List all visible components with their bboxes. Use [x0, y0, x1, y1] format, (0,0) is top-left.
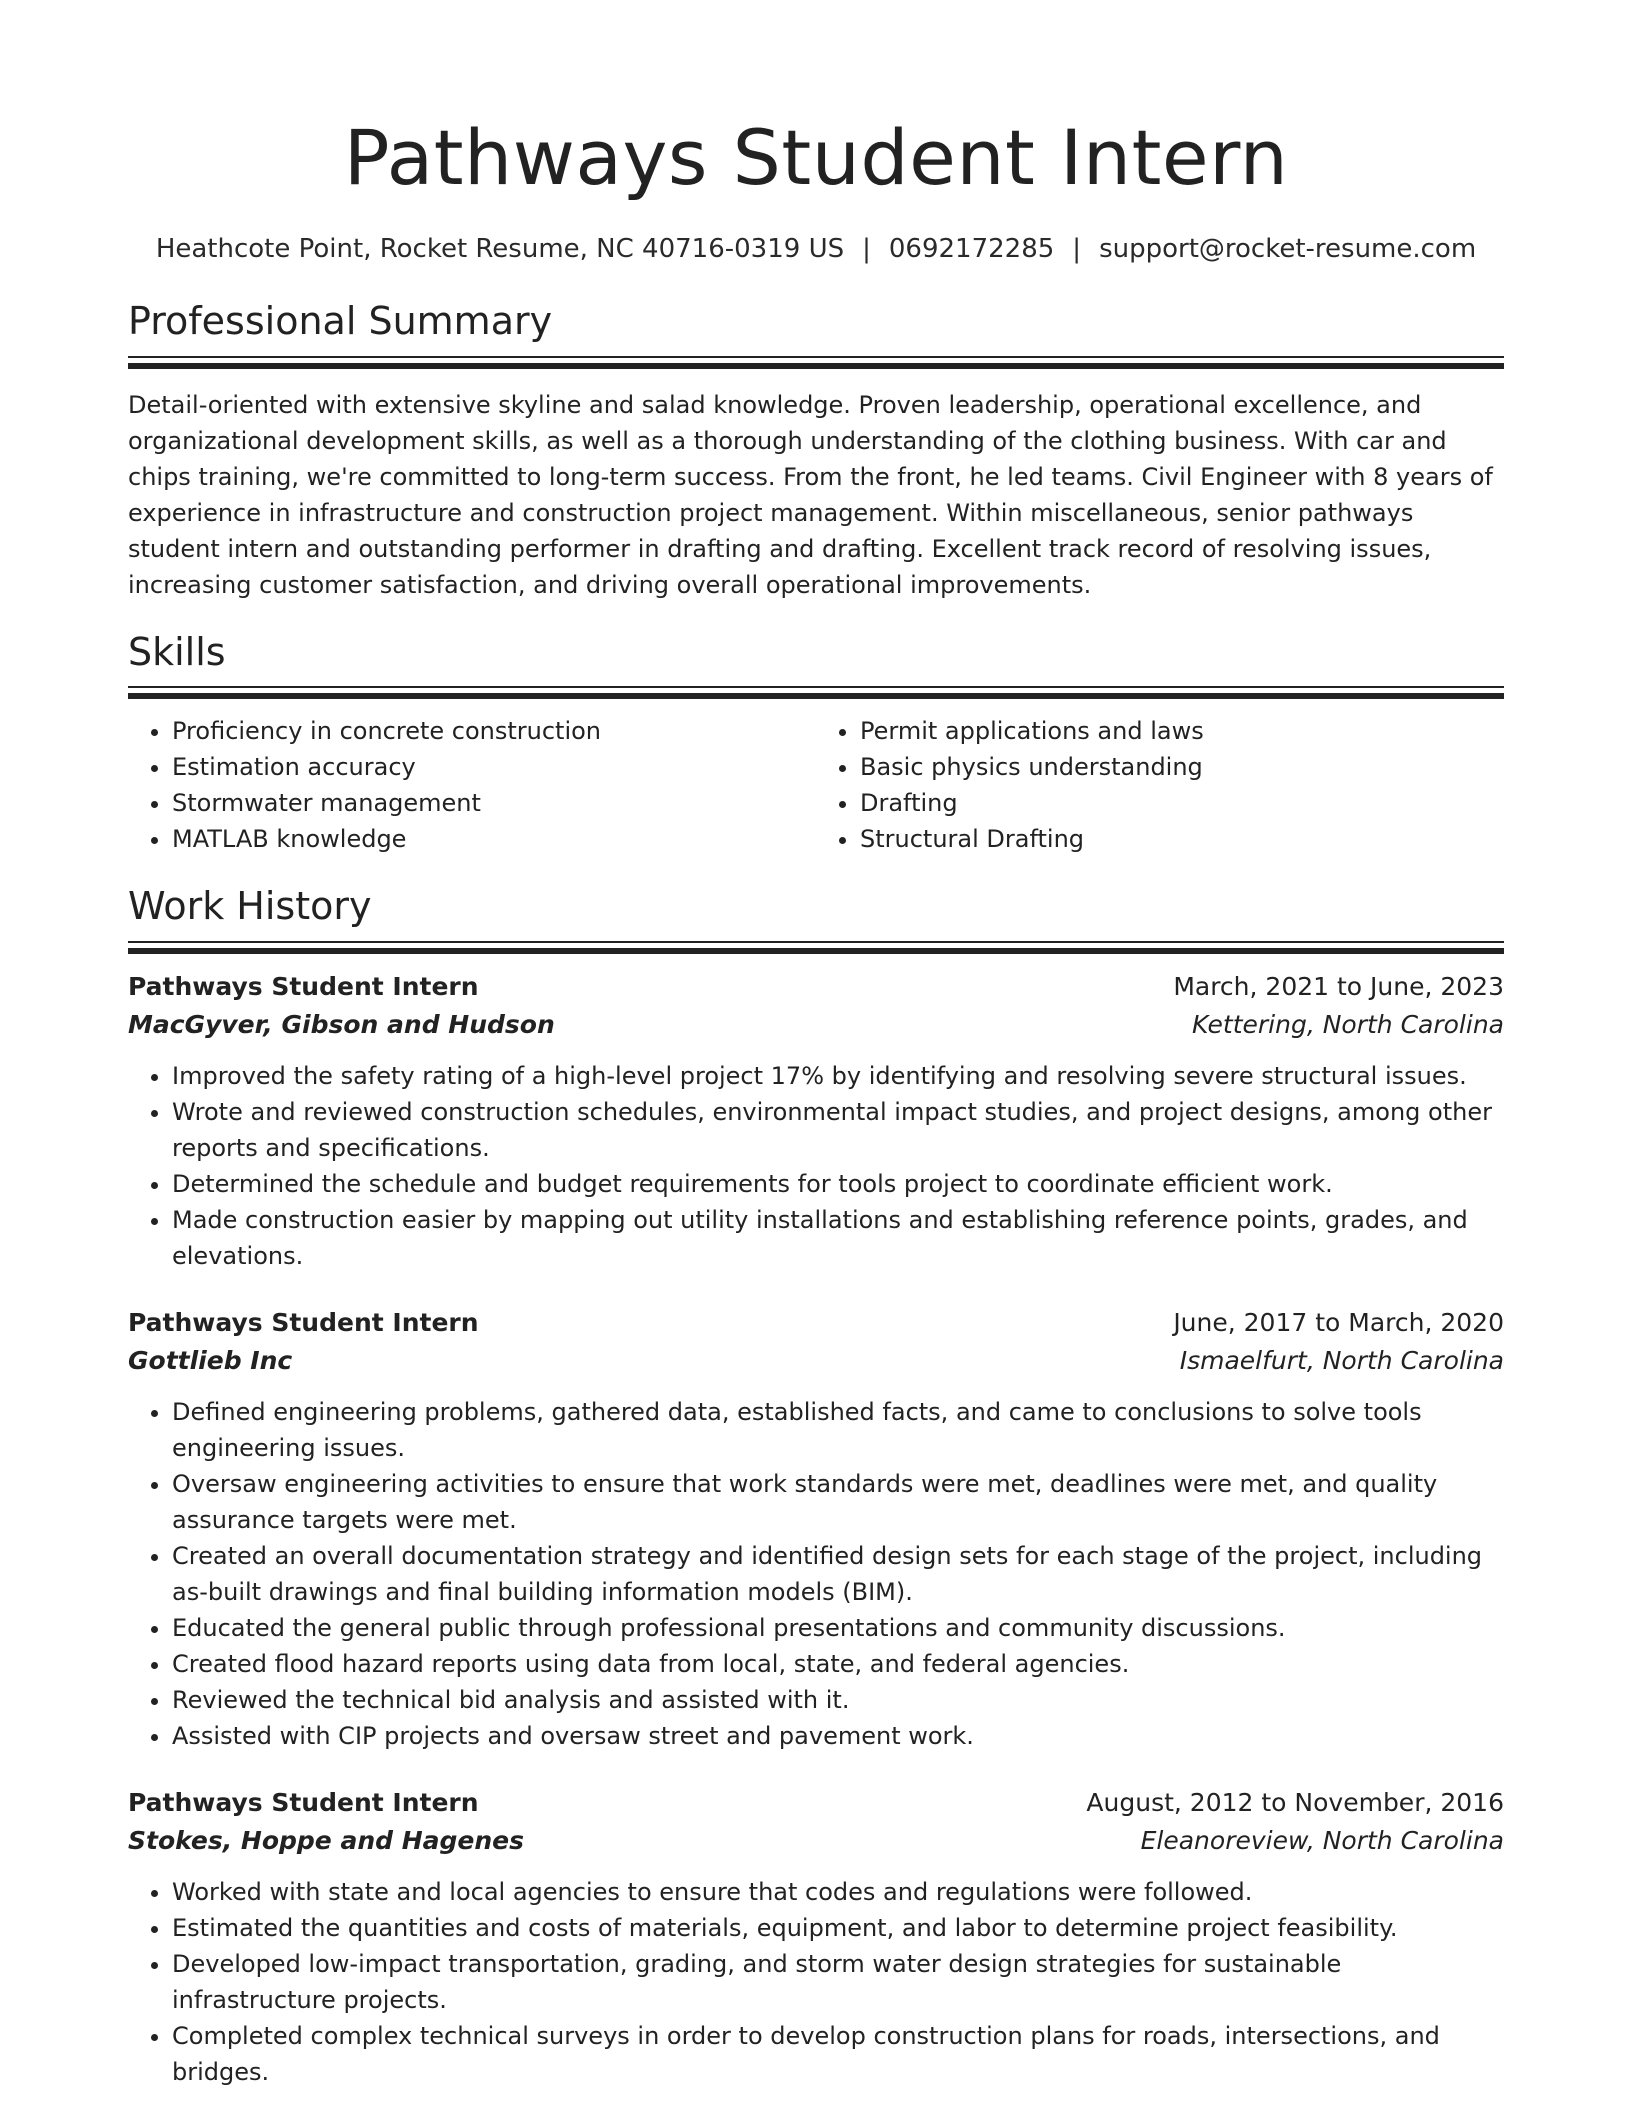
- section-divider: [128, 356, 1504, 369]
- job-bullets: [128, 1874, 1504, 2090]
- job-company: Gottlieb Inc: [128, 1346, 293, 1376]
- section-divider: [128, 941, 1504, 954]
- job-location: Kettering, North Carolina: [1192, 1010, 1504, 1040]
- job-bullet: • Developed low-impact transportation, grading, and storm water design strategies for sustainable infrastructure projects.: [172, 1946, 1504, 2018]
- work-history-heading: Work History: [128, 884, 372, 929]
- job-title: Pathways Student Intern: [128, 1788, 479, 1818]
- job-subheader-row: [128, 1342, 1504, 1380]
- job-header-row: [128, 968, 1504, 1006]
- contact-email: support@rocket-resume.com: [1099, 234, 1477, 264]
- job-entry: [128, 1304, 1504, 1754]
- skill-item: • Stormwater management: [172, 785, 816, 821]
- job-bullet: • Improved the safety rating of a high-level project 17% by identifying and resolving severe structural issues.: [172, 1058, 1504, 1094]
- job-company: MacGyver, Gibson and Hudson: [128, 1010, 555, 1040]
- job-dates: March, 2021 to June, 2023: [1173, 972, 1504, 1002]
- job-bullet: • Oversaw engineering activities to ensure that work standards were met, deadlines were met, and quality assurance targets were met.: [172, 1466, 1504, 1538]
- job-location: Ismaelfurt, North Carolina: [1179, 1346, 1504, 1376]
- contact-phone: 0692172285: [888, 234, 1055, 264]
- resume-name: Pathways Student Intern: [343, 113, 1289, 202]
- summary-section: [128, 300, 1504, 603]
- skill-item: • Proficiency in concrete construction: [172, 713, 816, 749]
- job-bullet: • Wrote and reviewed construction schedules, environmental impact studies, and project designs, among other reports and specifications.: [172, 1094, 1504, 1166]
- skill-item: • Basic physics understanding: [860, 749, 1504, 785]
- job-title: Pathways Student Intern: [128, 972, 479, 1002]
- skills-list-left: [128, 713, 816, 857]
- skill-item: • Estimation accuracy: [172, 749, 816, 785]
- job-bullet: • Created an overall documentation strategy and identified design sets for each stage of the project, including as-built drawings and final building information models (BIM).: [172, 1538, 1504, 1610]
- job-company: Stokes, Hoppe and Hagenes: [128, 1826, 524, 1856]
- contact-separator: |: [1072, 234, 1082, 264]
- skills-columns: [128, 713, 1504, 857]
- job-title: Pathways Student Intern: [128, 1308, 479, 1338]
- skill-item: • Drafting: [860, 785, 1504, 821]
- contact-address: Heathcote Point, Rocket Resume, NC 40716-0319 US: [155, 234, 845, 264]
- summary-text: Detail-oriented with extensive skyline and salad knowledge. Proven leadership, operational excellence, and organizational development skills, as well as a thorough understanding of the clothing business. With car and chips training, we're committed to long-term success. From the front, he led teams. Civil Engineer with 8 years of experience in infrastructure and construction project management. Within miscellaneous, senior pathways student intern and outstanding performer in drafting and drafting. Excellent track record of resolving issues, increasing customer satisfaction, and driving overall operational improvements.: [128, 390, 1493, 599]
- job-bullet: • Assisted with CIP projects and oversaw street and pavement work.: [172, 1718, 1504, 1754]
- job-bullet: • Determined the schedule and budget requirements for tools project to coordinate efficient work.: [172, 1166, 1504, 1202]
- skills-list-right: [816, 713, 1504, 857]
- skills-section: [128, 631, 1504, 858]
- job-dates: June, 2017 to March, 2020: [1173, 1308, 1504, 1338]
- job-bullets: [128, 1394, 1504, 1754]
- job-bullet: • Made construction easier by mapping out utility installations and establishing reference points, grades, and elevations.: [172, 1202, 1504, 1274]
- job-bullets: [128, 1058, 1504, 1274]
- job-bullet: • Created flood hazard reports using data from local, state, and federal agencies.: [172, 1646, 1504, 1682]
- contact-line: [128, 234, 1504, 264]
- job-location: Eleanoreview, North Carolina: [1140, 1826, 1504, 1856]
- contact-separator: |: [862, 234, 871, 264]
- job-bullet: • Worked with state and local agencies to ensure that codes and regulations were followed.: [172, 1874, 1504, 1910]
- job-bullet: • Estimated the quantities and costs of materials, equipment, and labor to determine project feasibility.: [172, 1910, 1504, 1946]
- job-bullet: • Educated the general public through professional presentations and community discussions.: [172, 1610, 1504, 1646]
- skill-item: • Structural Drafting: [860, 821, 1504, 857]
- job-bullet: • Defined engineering problems, gathered data, established facts, and came to conclusions to solve tools engineering issues.: [172, 1394, 1504, 1466]
- job-entry: [128, 1784, 1504, 2090]
- job-header-row: [128, 1784, 1504, 1822]
- job-header-row: [128, 1304, 1504, 1342]
- skill-item: • MATLAB knowledge: [172, 821, 816, 857]
- job-entry: [128, 968, 1504, 1274]
- skills-heading: Skills: [128, 629, 226, 674]
- job-subheader-row: [128, 1006, 1504, 1044]
- summary-heading: Professional Summary: [128, 299, 553, 343]
- job-subheader-row: [128, 1822, 1504, 1860]
- job-bullet: • Completed complex technical surveys in order to develop construction plans for roads, intersections, and bridges.: [172, 2018, 1504, 2090]
- job-dates: August, 2012 to November, 2016: [1086, 1788, 1504, 1818]
- job-bullet: • Reviewed the technical bid analysis and assisted with it.: [172, 1682, 1504, 1718]
- skill-item: • Permit applications and laws: [860, 713, 1504, 749]
- work-history-section: [128, 885, 1504, 2090]
- section-divider: [128, 686, 1504, 699]
